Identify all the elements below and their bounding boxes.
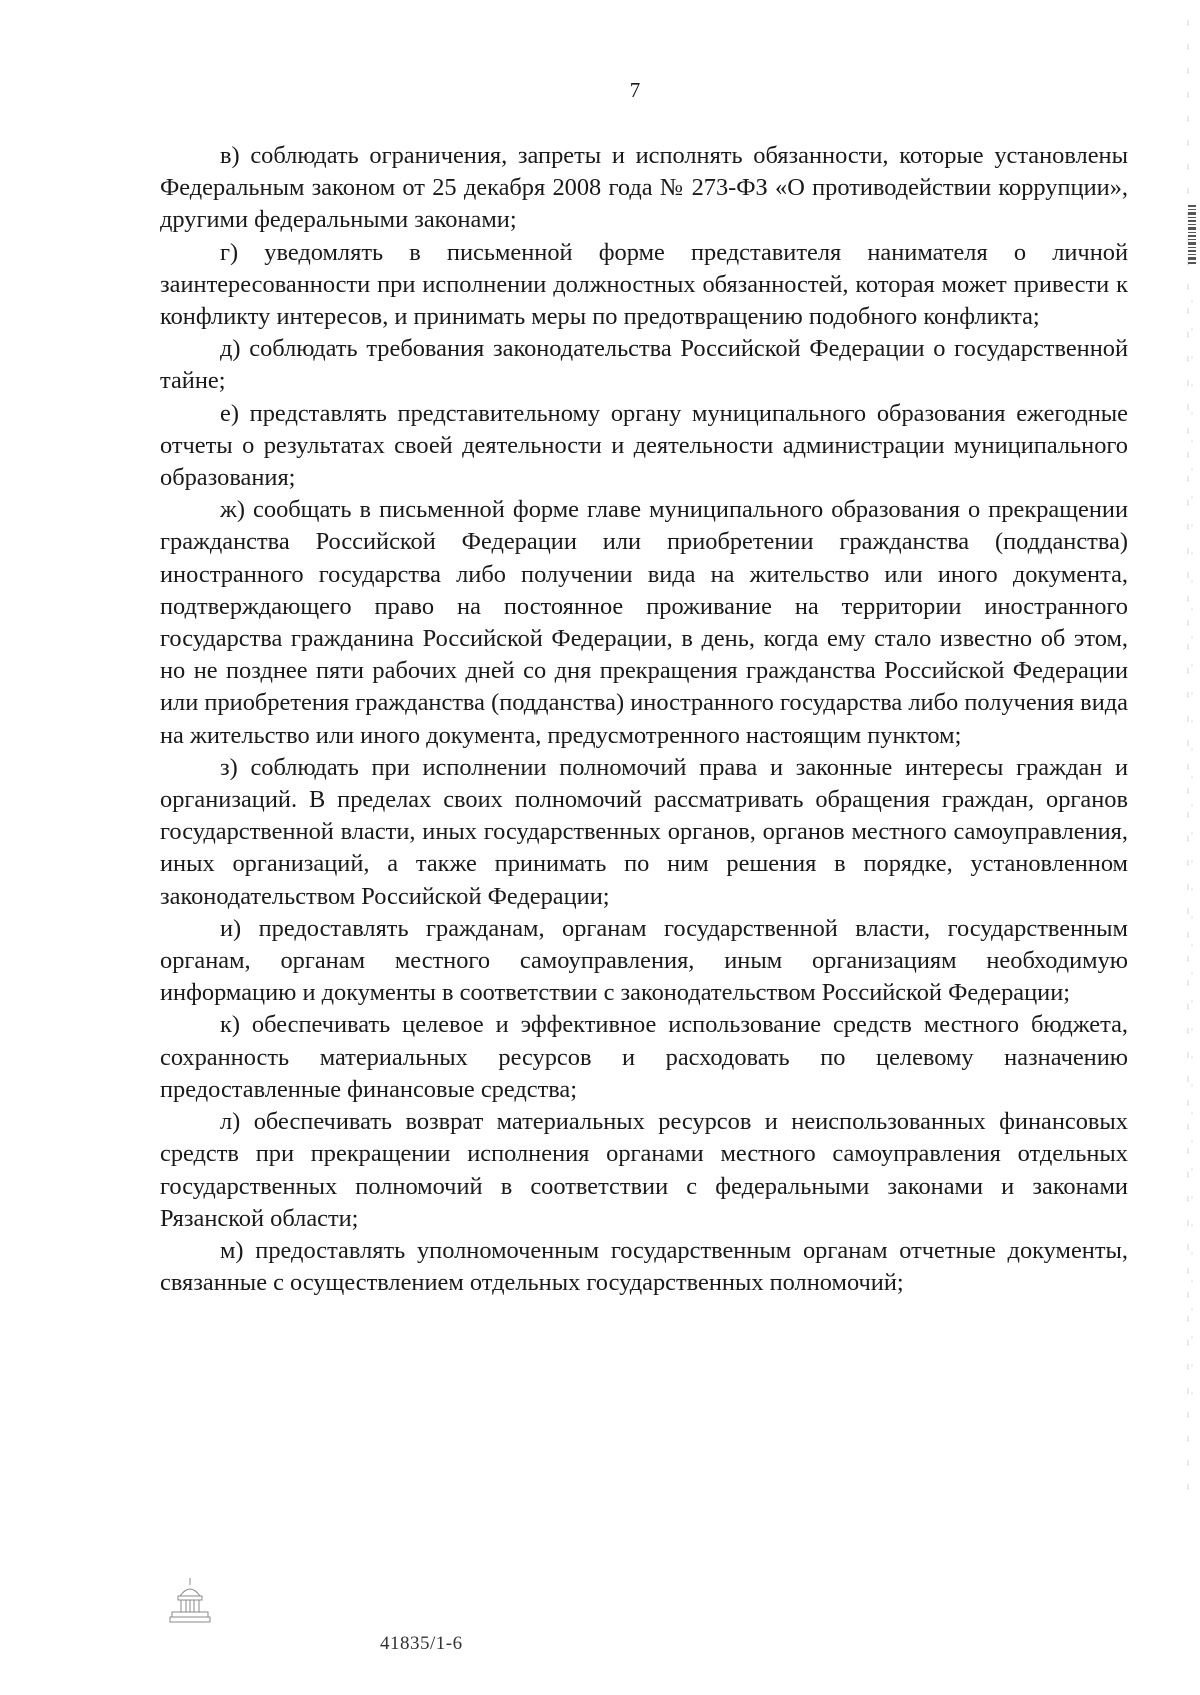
paragraph-zh: ж) сообщать в письменной форме главе муниципального образования о прекращении гражданства Российской Федерации или приобретении гражданства (подданства) иностранного государства либо получении вида на жительство или иного документа, подтверждающего право на постоянное проживание на территории иностранного государства гражданина Российской Федерации, в день, когда ему стало известно об этом, но не позднее пяти рабочих дней со дня прекращения гражданства Российской Федерации или приобретения гражданства (подданства) иностранного государства либо получения вида на жительство или иного документа, предусмотренного настоящим пунктом;	[160, 496, 1128, 749]
barcode-mark	[1188, 205, 1196, 265]
page-number: 7	[629, 78, 641, 102]
document-body	[160, 140, 1128, 1299]
paragraph-d: д) соблюдать требования законодательства Российской Федерации о государственной тайне;	[160, 335, 1128, 395]
paragraph-i: и) предоставлять гражданам, органам государственной власти, государственным органам, органам местного самоуправления, иным организациям необходимую информацию и документы в соответствии с законодательством Российской Федерации;	[160, 914, 1128, 1007]
paragraph-l: л) обеспечивать возврат материальных ресурсов и неиспользованных финансовых средств при прекращении исполнения органами местного самоуправления отдельных государственных полномочий в соответствии с федеральными законами и законами Рязанской области;	[160, 1108, 1128, 1232]
building-emblem-icon	[168, 1576, 212, 1626]
paragraph-k: к) обеспечивать целевое и эффективное использование средств местного бюджета, сохранность материальных ресурсов и расходовать по целевому назначению предоставленные финансовые средства;	[160, 1011, 1128, 1103]
paragraph-e: е) представлять представительному органу муниципального образования ежегодные отчеты о результатах своей деятельности и деятельности администрации муниципального образования;	[160, 399, 1128, 492]
paragraph-g: г) уведомлять в письменной форме представителя нанимателя о личной заинтересованности при исполнении должностных обязанностей, которая может привести к конфликту интересов, и принимать меры по предотвращению подобного конфликта;	[160, 238, 1128, 331]
paragraph-z: з) соблюдать при исполнении полномочий права и законные интересы граждан и организаций. В пределах своих полномочий рассматривать обращения граждан, органов государственной власти, иных государственных органов, органов местного самоуправления, иных организаций, а также принимать по ним решения в порядке, установленном законодательством Российской Федерации;	[160, 753, 1128, 910]
paragraph-m: м) предоставлять уполномоченным государственным органам отчетные документы, связанные с осуществлением отдельных государственных полномочий;	[160, 1236, 1128, 1297]
paragraph-v: в) соблюдать ограничения, запреты и исполнять обязанности, которые установлены Федеральным законом от 25 декабря 2008 года № 273-ФЗ «О противодействии коррупции», другими федеральными законами;	[160, 142, 1128, 234]
document-code: 41835/1-6	[380, 1633, 463, 1654]
